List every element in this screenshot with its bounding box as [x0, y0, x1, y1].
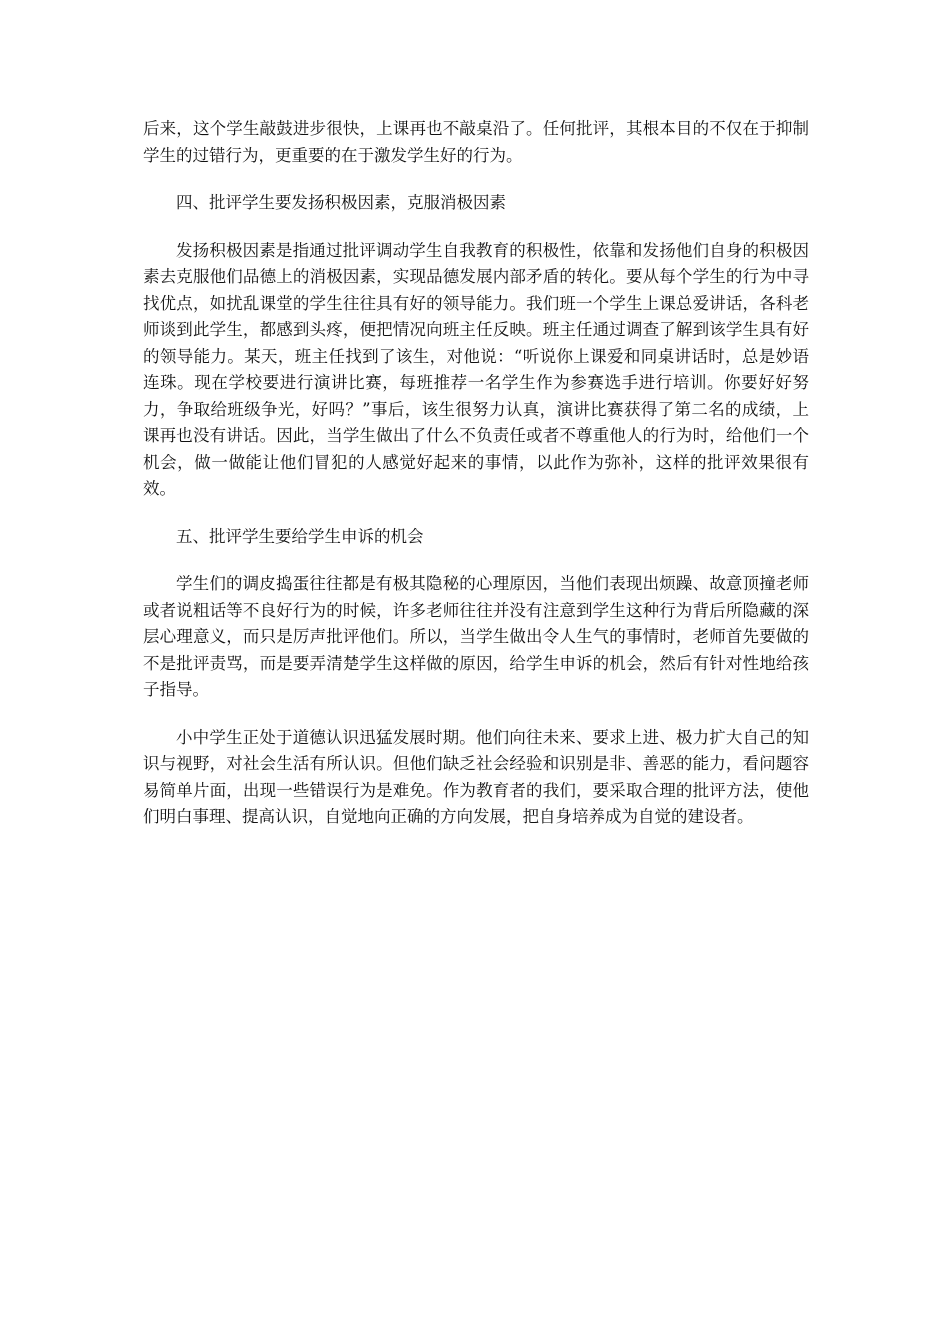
paragraph-conclusion: 小中学生正处于道德认识迅猛发展时期。他们向往未来、要求上进、极力扩大自己的知识与视野，对社会生活有所认识。但他们缺乏社会经验和识别是非、善恶的能力，看问题容易简单片面，出现一些错误行为是难免。作为教育者的我们，要采取合理的批评方法，使他们明白事理、提高认识，自觉地向正确的方向发展，把自身培养成为自觉的建设者。: [143, 727, 809, 826]
section-heading-four: 四、批评学生要发扬积极因素，克服消极因素: [176, 193, 506, 212]
document-body: [143, 116, 809, 852]
section-heading-five: 五、批评学生要给学生申诉的机会: [176, 526, 424, 546]
paragraph-positive-factors: 发扬积极因素是指通过批评调动学生自我教育的积极性，依靠和发扬他们自身的积极因素去克服他们品德上的消极因素，实现品德发展内部矛盾的转化。要从每个学生的行为中寻找优点，如扰乱课堂的学生往往具有好的领导能力。我们班一个学生上课总爱讲话，各科老师谈到此学生，都感到头疼，便把情况向班主任反映。班主任通过调查了解到该学生具有好的领导能力。某天，班主任找到了该生，对他说：“听说你上课爱和同桌讲话时，总是妙语连珠。现在学校要进行演讲比赛，每班推荐一名学生作为参赛选手进行培训。你要好好努力，争取给班级争光，好吗？”事后，该生很努力认真，演讲比赛获得了第二名的成绩，上课再也没有讲话。因此，当学生做出了什么不负责任或者不尊重他人的行为时，给他们一个机会，做一做能让他们冒犯的人感觉好起来的事情，以此作为弥补，这样的批评效果很有效。: [143, 240, 809, 498]
paragraph-continuation: 后来，这个学生敲鼓进步很快，上课再也不敲桌沿了。任何批评，其根本目的不仅在于抑制学生的过错行为，更重要的在于激发学生好的行为。: [143, 119, 809, 165]
paragraph-appeal-opportunity: 学生们的调皮捣蛋往往都是有极其隐秘的心理原因，当他们表现出烦躁、故意顶撞老师或者说粗话等不良好行为的时候，许多老师往往并没有注意到学生这种行为背后所隐藏的深层心理意义，而只是厉声批评他们。所以，当学生做出令人生气的事情时，老师首先要做的不是批评责骂，而是要弄清楚学生这样做的原因，给学生申诉的机会，然后有针对性地给孩子指导。: [143, 574, 809, 699]
